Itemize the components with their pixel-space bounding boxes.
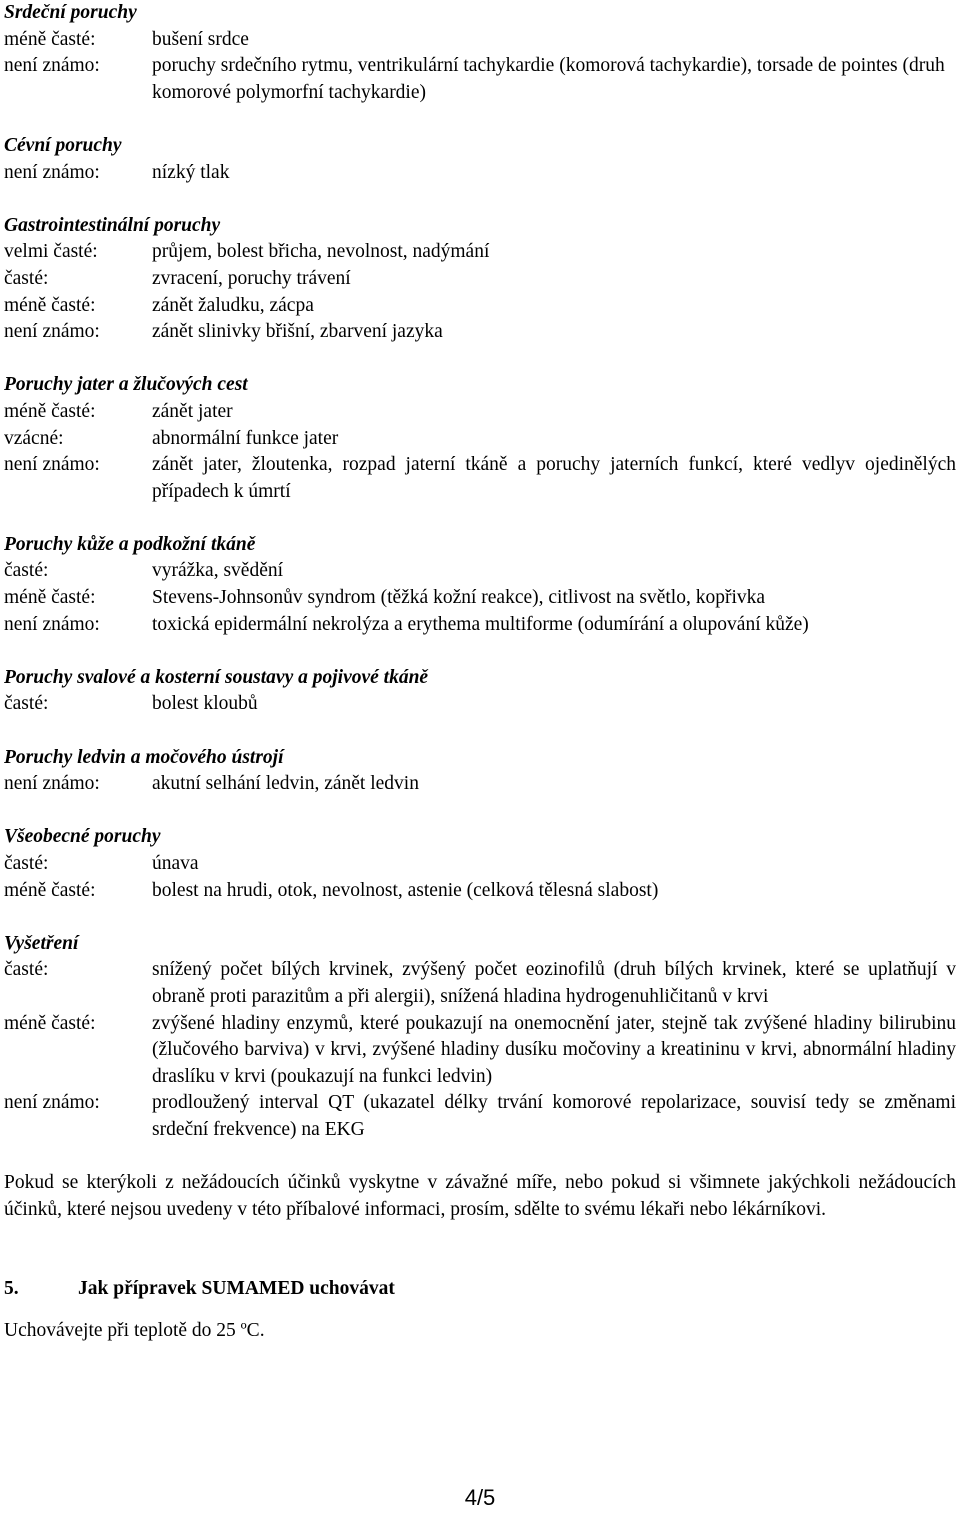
page-number: 4/5 (464, 1485, 496, 1510)
effect-text: toxická epidermální nekrolýza a erythema multiforme (odumírání a olupování kůže) (152, 613, 809, 635)
frequency-label: méně časté: (4, 294, 96, 316)
section-title: Poruchy svalové a kosterní soustavy a pojivové tkáně (4, 666, 429, 688)
section-cardiac (4, 0, 956, 106)
frequency-label: není známo: (4, 321, 100, 343)
section-gastrointestinal (4, 213, 956, 346)
storage-instruction: Uchovávejte při teplotě do 25 ºC. (4, 1319, 265, 1341)
effect-text: zvýšené hladiny enzymů, které poukazují na onemocnění jater, stejně tak zvýšené hladiny bilirubinu (žlučového barviva) v krvi, zvýšené hladiny dusíku močoviny a kreatininu v krvi, abnormální hladiny draslíku v krvi (poukazují na funkci ledvin) (152, 1012, 956, 1087)
frequency-label: časté: (4, 959, 49, 981)
list-item (4, 266, 956, 293)
effect-text: nízký tlak (152, 161, 230, 183)
list-item (4, 878, 956, 905)
effect-text: zánět slinivky břišní, zbarvení jazyka (152, 321, 443, 343)
effect-text: zánět jater (152, 400, 233, 422)
effect-text: prodloužený interval QT (ukazatel délky trvání komorové repolarizace, souvisí tedy se změnami srdeční frekvence) na EKG (152, 1092, 956, 1140)
effect-text: průjem, bolest břicha, nevolnost, nadýmání (152, 241, 490, 263)
section-investigations (4, 931, 956, 1144)
frequency-label: časté: (4, 853, 49, 874)
section-general (4, 824, 956, 904)
chapter-number: 5. (4, 1278, 19, 1300)
list-item (4, 53, 956, 106)
list-item (4, 399, 956, 426)
effect-text: abnormální funkce jater (152, 427, 339, 449)
list-item (4, 691, 956, 718)
effect-text: Stevens-Johnsonův syndrom (těžká kožní reakce), citlivost na světlo, kopřivka (152, 587, 766, 609)
section-renal (4, 745, 956, 798)
section-title: Poruchy kůže a podkožní tkáně (4, 533, 256, 555)
effect-text: snížený počet bílých krvinek, zvýšený počet eozinofilů (druh bílých krvinek, které se uplatňují v obraně proti parazitům a při alergii), snížená hladina hydrogenuhličitanů v krvi (152, 959, 956, 1007)
frequency-label: méně časté: (4, 1012, 96, 1034)
list-item (4, 612, 956, 639)
frequency-label: není známo: (4, 55, 100, 77)
frequency-label: časté: (4, 560, 49, 582)
section-title: Všeobecné poruchy (4, 826, 161, 848)
list-item (4, 239, 956, 266)
effect-text: poruchy srdečního rytmu, ventrikulární tachykardie (komorová tachykardie), torsade de pointes (druh komorové polymorfní tachykardie) (152, 55, 945, 103)
section-musculoskeletal (4, 665, 956, 718)
frequency-label: není známo: (4, 613, 100, 635)
frequency-label: časté: (4, 693, 49, 715)
frequency-label: časté: (4, 267, 49, 289)
frequency-label: méně časté: (4, 28, 96, 50)
frequency-label: méně časté: (4, 879, 96, 901)
effect-text: bolest na hrudi, otok, nevolnost, astenie (celková tělesná slabost) (152, 879, 659, 901)
section-title: Poruchy ledvin a močového ústrojí (4, 746, 284, 768)
section-vascular (4, 133, 956, 186)
frequency-label: není známo: (4, 773, 100, 795)
frequency-label: vzácné: (4, 427, 64, 449)
frequency-label: méně časté: (4, 587, 96, 609)
list-item (4, 452, 956, 505)
effect-text: zánět žaludku, zácpa (152, 294, 314, 316)
section-skin (4, 532, 956, 638)
closing-paragraph: Pokud se kterýkoli z nežádoucích účinků vyskytne v závažné míře, nebo pokud si všimnete jakýchkoli nežádoucích účinků, které nejsou uvedeny v této příbalové informaci, prosím, sdělte to svému lékaři nebo lékárníkovi. (4, 1172, 956, 1220)
section-title: Gastrointestinální poruchy (4, 214, 221, 236)
effect-text: zánět jater, žloutenka, rozpad jaterní tkáně a poruchy jaterních funkcí, které vedlyv ojedinělých případech k úmrtí (152, 454, 956, 502)
list-item (4, 851, 956, 878)
list-item (4, 27, 956, 54)
list-item (4, 1090, 956, 1143)
section-hepatobiliary (4, 372, 956, 505)
frequency-label: méně časté: (4, 400, 96, 422)
chapter-heading (4, 1276, 956, 1303)
frequency-label: není známo: (4, 1092, 100, 1114)
effect-text: vyrážka, svědění (152, 560, 284, 582)
list-item (4, 957, 956, 1010)
effect-text: únava (152, 853, 199, 874)
section-title: Poruchy jater a žlučových cest (4, 374, 248, 396)
effect-text: zvracení, poruchy trávení (152, 267, 351, 289)
document-page (4, 0, 956, 1345)
frequency-label: velmi časté: (4, 241, 98, 263)
list-item (4, 558, 956, 585)
list-item (4, 160, 956, 187)
effect-text: akutní selhání ledvin, zánět ledvin (152, 773, 419, 795)
section-title: Cévní poruchy (4, 134, 122, 156)
effect-text: bolest kloubů (152, 693, 258, 715)
section-title: Srdeční poruchy (4, 2, 137, 23)
list-item (4, 585, 956, 612)
effect-text: bušení srdce (152, 28, 249, 50)
list-item (4, 1011, 956, 1091)
list-item (4, 771, 956, 798)
frequency-label: není známo: (4, 161, 100, 183)
list-item (4, 293, 956, 320)
frequency-label: není známo: (4, 454, 100, 476)
chapter-title: Jak přípravek SUMAMED uchovávat (78, 1278, 395, 1300)
list-item (4, 319, 956, 346)
section-title: Vyšetření (4, 932, 79, 954)
list-item (4, 426, 956, 453)
